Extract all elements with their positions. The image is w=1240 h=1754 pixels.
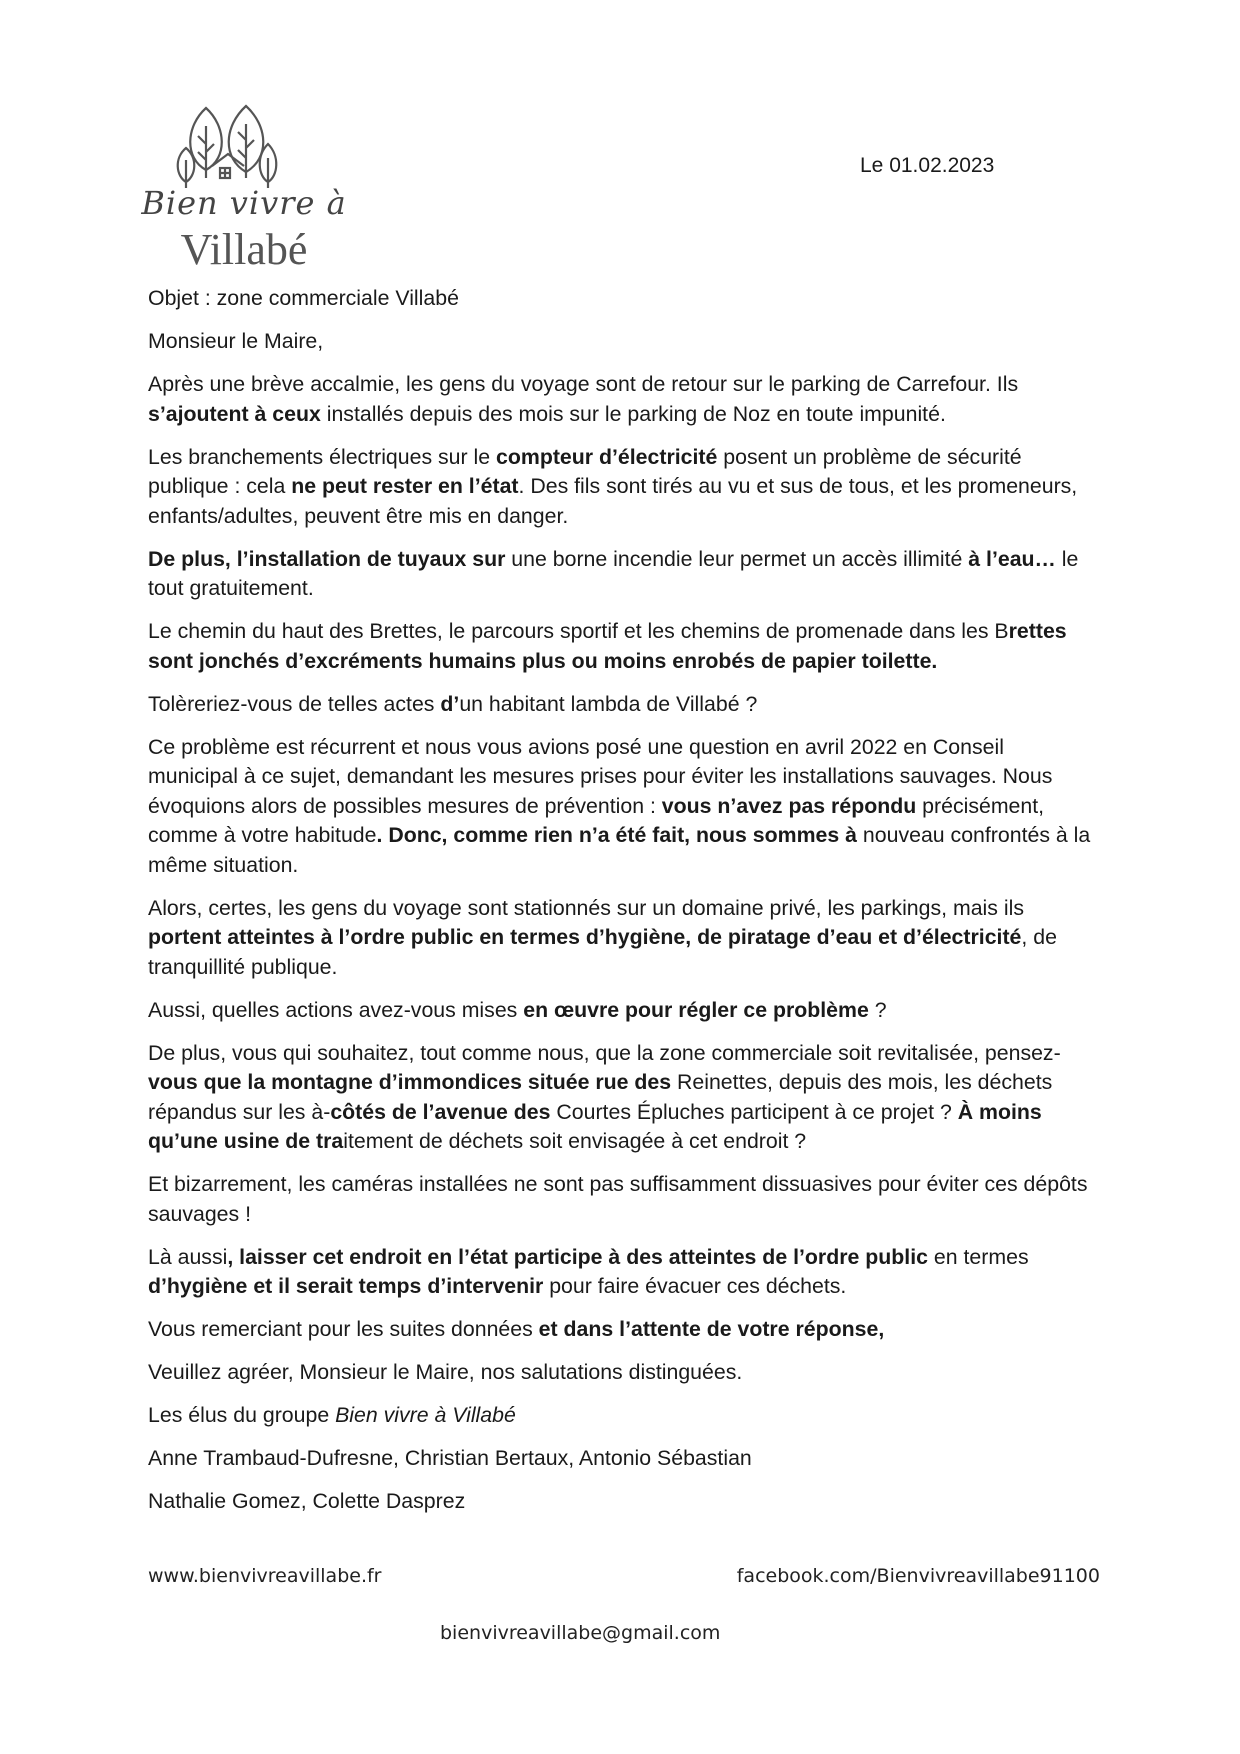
text: Les élus du groupe xyxy=(148,1403,336,1427)
bold-text: vous que la montagne d’immondices située rue des xyxy=(148,1070,672,1094)
bold-text: portent atteintes à l’ordre public en termes d’hygiène, de piratage d’eau et d’électricité xyxy=(148,925,1022,949)
bold-text: ne peut rester en l’état xyxy=(291,474,519,498)
trees-house-logo-icon xyxy=(134,96,354,191)
text: Ce problème est récurrent et nous vous avions posé une question en avril 2022 en Conseil municipal à ce sujet, demandant les mesures prises pour éviter les installations sauvages. Nous évoquions alors de possibles mesures de prévention : xyxy=(148,734,1053,818)
bold-text: s’ajoutent à ceux xyxy=(148,401,321,426)
paragraph-2 xyxy=(148,443,1098,532)
letter-date: Le 01.02.2023 xyxy=(860,154,995,177)
text: posent un problème de sécurité publique : cela xyxy=(148,444,1022,498)
text: Alors, certes, les gens du voyage sont stationnés sur un domaine privé, les parkings, mais ils xyxy=(148,895,1024,920)
logo xyxy=(134,96,354,276)
text: Vous remerciant pour les suites données xyxy=(148,1317,539,1341)
bold-text: et dans l’attente de votre réponse, xyxy=(538,1317,885,1341)
text: nouveau confrontés à la même situation. xyxy=(148,823,1091,877)
text: Aussi, quelles actions avez-vous mises xyxy=(148,997,524,1022)
bold-text: en œuvre pour régler ce problème xyxy=(523,997,869,1022)
bold-text: à l’eau… xyxy=(968,546,1056,571)
text: . Des fils sont tirés au vu et sus de tous, et les promeneurs, enfants/adultes, peuvent être mis en danger. xyxy=(148,474,1078,528)
text: un habitant lambda de Villabé ? xyxy=(459,691,758,716)
text: en termes xyxy=(927,1244,1029,1269)
closing: Veuillez agréer, Monsieur le Maire, nos salutations distinguées. xyxy=(148,1360,743,1384)
paragraph-9 xyxy=(148,1039,1098,1157)
paragraph-1 xyxy=(148,370,1098,429)
text: Les branchements électriques sur le xyxy=(148,444,497,469)
paragraph-6 xyxy=(148,733,1098,881)
text: Là aussi xyxy=(148,1244,228,1269)
paragraph-4 xyxy=(148,617,1098,676)
text: , de tranquillité publique. xyxy=(148,925,1057,979)
bold-text: De plus, l’installation de tuyaux sur xyxy=(148,546,506,571)
italic-text: Bien vivre à Villabé xyxy=(335,1403,516,1427)
text: précisément, comme à votre habitude xyxy=(148,793,1045,847)
bold-text: vous n’avez pas répondu xyxy=(661,793,917,818)
paragraph-7 xyxy=(148,894,1098,983)
paragraph-12 xyxy=(148,1315,1098,1345)
salutation: Monsieur le Maire, xyxy=(148,329,324,353)
paragraph-10: Et bizarrement, les caméras installées ne sont pas suffisamment dissuasives pour éviter ces dépôts sauvages ! xyxy=(148,1172,1088,1226)
bold-text: rettes sont jonchés d’excréments humains plus ou moins enrobés de papier toilette. xyxy=(148,619,1067,673)
text: Après une brève accalmie, les gens du voyage sont de retour sur le parking de Carrefour. Ils xyxy=(148,372,1019,396)
signatories-line-2: Nathalie Gomez, Colette Dasprez xyxy=(148,1489,466,1513)
text: Tolèreriez-vous de telles actes xyxy=(148,691,441,716)
footer-website[interactable]: www.bienvivreavillabe.fr xyxy=(148,1565,382,1587)
text: Reinettes, depuis des mois, les déchets répandus sur les à- xyxy=(148,1070,1053,1124)
bold-text: À moins qu’une usine de tra xyxy=(148,1099,1042,1153)
text: Le chemin du haut des Brettes, le parcours sportif et les chemins de promenade dans les B xyxy=(148,619,1009,643)
signatories-line-1: Anne Trambaud-Dufresne, Christian Bertaux, Antonio Sébastian xyxy=(148,1446,752,1470)
text: ? xyxy=(868,997,887,1022)
text: pour faire évacuer ces déchets. xyxy=(543,1274,847,1298)
paragraph-11 xyxy=(148,1243,1098,1302)
bold-text: d’hygiène et il serait temps d’intervenir xyxy=(148,1274,544,1298)
text: itement de déchets soit envisagée à cet endroit ? xyxy=(343,1129,807,1153)
paragraph-5 xyxy=(148,690,1098,720)
logo-city: Villabé xyxy=(180,225,308,274)
text: le tout gratuitement. xyxy=(148,546,1079,600)
footer-email[interactable]: bienvivreavillabe@gmail.com xyxy=(440,1622,721,1644)
subject-line: Objet : zone commerciale Villabé xyxy=(148,286,459,310)
paragraph-3 xyxy=(148,545,1098,604)
text: une borne incendie leur permet un accès illimité xyxy=(505,546,969,571)
paragraph-8 xyxy=(148,996,1098,1026)
footer-facebook[interactable]: facebook.com/Bienvivreavillabe91100 xyxy=(736,1565,1100,1587)
bold-text: côtés de l’avenue des xyxy=(330,1099,551,1124)
logo-title: Bien vivre à xyxy=(141,184,347,222)
letter-body xyxy=(148,284,1098,1530)
bold-text: compteur d’électricité xyxy=(496,444,718,469)
bold-text: , laisser cet endroit en l’état participe à des atteintes de l’ordre public xyxy=(227,1244,928,1269)
text: installés depuis des mois sur le parking de Noz en toute impunité. xyxy=(320,401,946,426)
signature-group xyxy=(148,1401,1098,1431)
text: De plus, vous qui souhaitez, tout comme nous, que la zone commerciale soit revitalisée, pensez- xyxy=(148,1040,1061,1065)
text: Courtes Épluches participent à ce projet ? xyxy=(550,1099,958,1124)
bold-text: d’ xyxy=(440,691,460,716)
bold-text: . Donc, comme rien n’a été fait, nous sommes à xyxy=(376,823,857,847)
